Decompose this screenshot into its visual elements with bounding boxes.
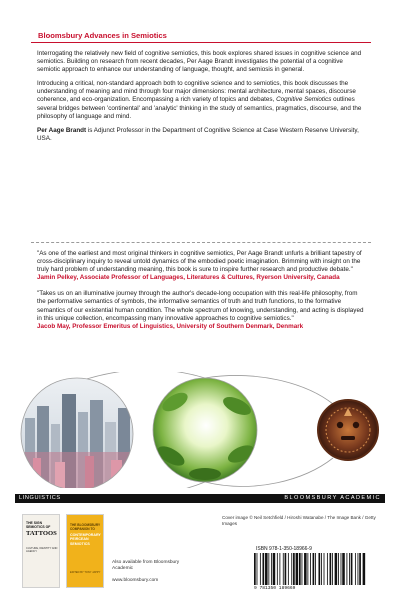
publisher-label: BLOOMSBURY ACADEMIC: [284, 495, 381, 501]
dashed-divider: [31, 242, 371, 243]
barcode-bar: [271, 553, 272, 585]
barcode-bar: [265, 553, 268, 585]
publisher-website: www.bloomsbury.com: [112, 578, 159, 583]
barcode-bar: [318, 553, 320, 585]
isbn: ISBN 978-1-350-18966-9: [256, 546, 312, 552]
endorsement-attribution: Jacob May, Professor Emeritus of Linguistics, University of Southern Denmark, Denmark: [37, 322, 304, 330]
barcode-bar: [254, 553, 256, 585]
barcode-bar: [277, 553, 278, 585]
barcode-bar: [273, 553, 276, 585]
barcode-bar: [338, 553, 339, 585]
barcode-bar: [335, 553, 338, 585]
series-title: Bloomsbury Advances in Semiotics: [31, 30, 371, 43]
barcode-bar: [296, 553, 299, 585]
barcode-bar: [299, 553, 301, 585]
endorsement-attribution: Jamin Pelkey, Associate Professor of Languages, Literatures & Cultures, Ryerson University, Canada: [37, 274, 340, 282]
barcode-bar: [304, 553, 307, 585]
barcode-bar: [358, 553, 359, 585]
barcode-bar: [355, 553, 356, 585]
book-title-italic: Cognitive Semiotics: [276, 96, 332, 104]
barcode-bar: [321, 553, 322, 585]
barcode-bar: [341, 553, 342, 585]
barcode-digits: 9 781350 189669: [254, 586, 296, 591]
barcode-bar: [268, 553, 269, 585]
barcode-bar: [302, 553, 303, 585]
barcode-bar: [313, 553, 315, 585]
book-description: [37, 50, 365, 149]
barcode-bar: [332, 553, 333, 585]
barcode-bar: [359, 553, 361, 585]
author-name: Per Aage Brandt: [37, 126, 87, 134]
description-paragraph-2: Introducing a critical, non-standard approach both to cognitive science and to semiotics, this book discusses the understanding of meaning and mind through four major dimensions: mental architecture, mental spaces, discourse coherence, and eco-organization. Encompassing a rich variety of topics and debates, Cognitive Semiotics outlines several bridges between 'continental' and 'analytic' thinking in the study of semantics, pragmatics, discourse, and the philosophy of language and mind.: [37, 80, 362, 120]
barcode-bar: [363, 553, 366, 585]
related-book-cover: THE BLOOMSBURY COMPANION TO CONTEMPORARY PEIRCEAN SEMIOTICS EDITED BY TONY JAPPY: [66, 514, 104, 588]
description-paragraph-1: Interrogating the relatively new field of cognitive semiotics, this book explores shared issues in cognitive science and semiotics. Building on research from recent decades, Per Aage Brandt investigates the potential of a cognitive semiotic approach to enhance our understanding of language, thought, and semiosis in general.: [37, 50, 362, 74]
also-available-text: Also available from Bloomsbury Academic: [112, 560, 180, 571]
leaves-image: [151, 376, 261, 486]
related-book-cover: THE SIGN SEMIOTICS OF TATTOOS CULTURE, IDENTITY AND AGENCY: [22, 514, 60, 588]
barcode-bar: [291, 553, 292, 585]
barcode: [254, 553, 366, 585]
barcode-bar: [257, 553, 258, 585]
barcode-bar: [327, 553, 328, 585]
barcode-bar: [330, 553, 332, 585]
barcode-bar: [342, 553, 345, 585]
barcode-bar: [351, 553, 353, 585]
barcode-bar: [349, 553, 350, 585]
cover-credit: Cover image © Neil Setchfield / Hiroshi Watanabe / The Image Bank / Getty Images: [222, 515, 376, 526]
barcode-bar: [346, 553, 347, 585]
endorsements: [37, 250, 365, 339]
barcode-bar: [260, 553, 261, 585]
barcode-bar: [293, 553, 295, 585]
barcode-bar: [307, 553, 308, 585]
endorsement-quote: "As one of the earliest and most original thinkers in cognitive semiotics, Per Aage Brandt unfurls a brilliant tapestry of cross-disciplinary inquiry to reveal untold dynamics of the embodied poetic imagination. Brimming with insight on the truly hard problem of understanding meaning, this book is sure to inspire further research and productive debate.": [37, 250, 362, 274]
barcode-bar: [279, 553, 280, 585]
barcode-bar: [262, 553, 264, 585]
footer-bar: [15, 494, 385, 503]
endorsement-quote: "Takes us on an illuminative journey through the author's decade-long occupation with this real-life philosophy, from the performative semantics of symbols, the informative semantics of truth and truth functions, to the formative semantics of our existential human condition. The whole spectrum of knowing, understanding, and acting is displayed in this unique collection, encompassing many innovative approaches to cognitive semiotics.": [37, 290, 364, 322]
barcode-bar: [310, 553, 311, 585]
barcode-bar: [285, 553, 287, 585]
barcode-bar: [288, 553, 289, 585]
mask-image: [318, 400, 378, 460]
category-label: LINGUISTICS: [19, 495, 61, 501]
cover-artwork: [15, 372, 385, 488]
author-bio: Per Aage Brandt is Adjunct Professor in the Department of Cognitive Science at Case Western Reserve University, USA.: [37, 126, 359, 142]
barcode-bar: [324, 553, 325, 585]
barcode-bar: [315, 553, 316, 585]
barcode-bar: [283, 553, 284, 585]
